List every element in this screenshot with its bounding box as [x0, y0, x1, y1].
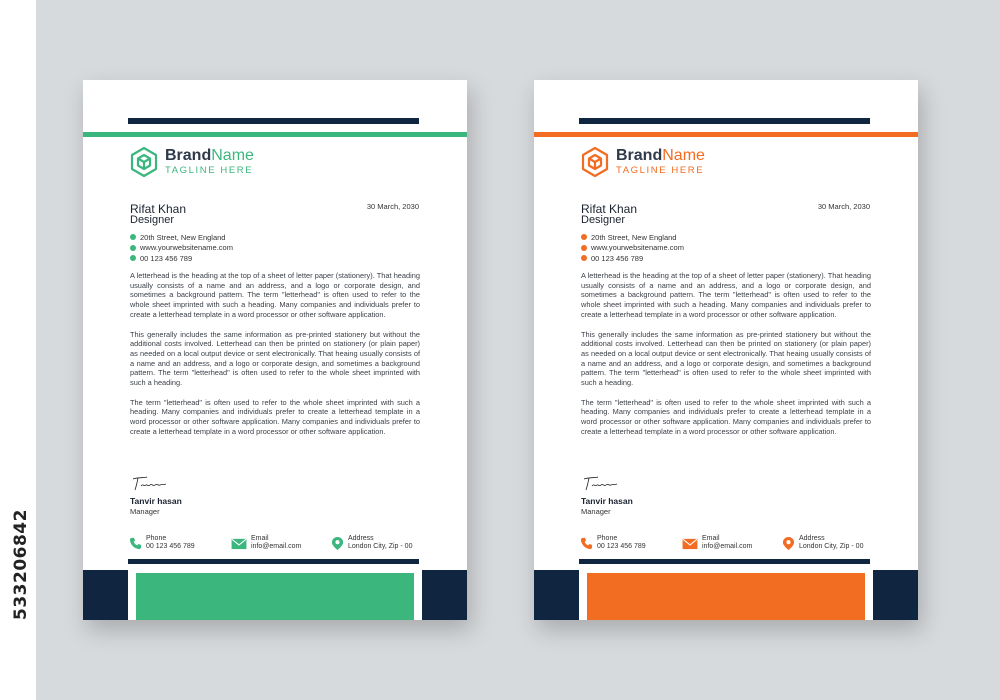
contact-address: 20th Street, New England	[581, 232, 684, 242]
body-paragraph: This generally includes the same information as pre-printed stationery but without the additional costs involved. Letterhead can then be printed on stationery (or plain paper) as needed on a local output device or sent electronically. That heaing usually consists of a name and an address, and a logo or corporate design, and sometimes a background pattern. The term "letterhead" is often used to refer to the whole sheet imprinted with such a heading.	[581, 329, 871, 388]
location-pin-icon	[581, 234, 587, 240]
letterhead-green	[83, 80, 467, 620]
phone-icon	[580, 537, 593, 550]
brand-block	[129, 146, 254, 178]
hexagon-cube-icon	[129, 146, 159, 178]
footer-accent-block	[136, 573, 414, 620]
footer-accent-block	[587, 573, 865, 620]
envelope-icon	[231, 537, 247, 550]
accent-line	[534, 132, 918, 137]
location-pin-icon	[331, 537, 344, 550]
brand-name: BrandName	[616, 147, 705, 165]
phone-icon	[129, 537, 142, 550]
accent-line	[83, 132, 467, 137]
body-paragraph: A letterhead is the heading at the top of a sheet of letter paper (stationery). That heading usually consists of a name and an address, and a logo or corporate design, and sometimes a background pattern. The term "letterhead" is often used to refer to the whole sheet imprinted with such a heading. Many companies and individuals prefer to create a letterhead template in a word processor or other software application.	[581, 271, 871, 319]
body-paragraph: A letterhead is the heading at the top of a sheet of letter paper (stationery). That heading usually consists of a name and an address, and a logo or corporate design, and sometimes a background pattern. The term "letterhead" is often used to refer to the whole sheet imprinted with such a heading. Many companies and individuals prefer to create a letterhead template in a word processor or other software application.	[130, 271, 420, 319]
location-pin-icon	[782, 537, 795, 550]
footer-phone: Phone 00 123 456 789	[129, 535, 231, 551]
contact-phone: 00 123 456 789	[581, 253, 684, 263]
location-pin-icon	[130, 234, 136, 240]
top-navy-bar	[128, 118, 419, 124]
contact-address: 20th Street, New England	[130, 232, 233, 242]
footer-phone: Phone 00 123 456 789	[580, 535, 682, 551]
body-paragraph: The term "letterhead" is often used to refer to the whole sheet imprinted with such a heading. Many companies and individuals prefer to create a letterhead template in a word processor or other software application. Many companies and individuals prefer to create a letterhead template in a word processor or other software application.	[581, 397, 871, 436]
sender-contacts	[581, 232, 684, 264]
sender-title: Designer	[130, 214, 175, 226]
sender-contacts	[130, 232, 233, 264]
footer-contacts	[580, 535, 880, 551]
brand-tagline: TAGLINE HERE	[616, 165, 705, 177]
body-paragraph: The term "letterhead" is often used to refer to the whole sheet imprinted with such a heading. Many companies and individuals prefer to create a letterhead template in a word processor or other software application. Many companies and individuals prefer to create a letterhead template in a word processor or other software application.	[130, 397, 420, 436]
footer-contacts	[129, 535, 429, 551]
stock-id-strip	[0, 0, 36, 700]
letterhead-orange	[534, 80, 918, 620]
handwritten-signature	[582, 475, 622, 491]
letter-body	[581, 271, 871, 447]
stock-id: 533206842	[11, 509, 31, 620]
signer-role: Manager	[130, 507, 160, 516]
hexagon-cube-icon	[580, 146, 610, 178]
signer-name: Tanvir hasan	[581, 496, 633, 506]
footer-email: Email info@email.com	[231, 535, 331, 551]
globe-icon	[130, 245, 136, 251]
footer-navy-line	[128, 559, 419, 564]
letter-date: 30 March, 2030	[366, 202, 419, 211]
body-paragraph: This generally includes the same information as pre-printed stationery but without the additional costs involved. Letterhead can then be printed on stationery (or plain paper) as needed on a local output device or sent electronically. That heaing usually consists of a name and an address, and a logo or corporate design, and sometimes a background pattern. The term "letterhead" is often used to refer to the whole sheet imprinted with such a heading.	[130, 329, 420, 388]
contact-website: www.yourwebsitename.com	[581, 243, 684, 253]
footer-address: Address London City, Zip - 00	[782, 535, 880, 551]
footer-navy-line	[579, 559, 870, 564]
footer-email: Email info@email.com	[682, 535, 782, 551]
contact-website: www.yourwebsitename.com	[130, 243, 233, 253]
brand-name: BrandName	[165, 147, 254, 165]
handwritten-signature	[131, 475, 171, 491]
sender-name: Rifat Khan	[581, 202, 638, 216]
sender-title: Designer	[581, 214, 626, 226]
sender-name: Rifat Khan	[130, 202, 187, 216]
signer-name: Tanvir hasan	[130, 496, 182, 506]
brand-tagline: TAGLINE HERE	[165, 165, 254, 177]
footer-address: Address London City, Zip - 00	[331, 535, 429, 551]
phone-icon	[581, 255, 587, 261]
letter-date: 30 March, 2030	[817, 202, 870, 211]
brand-block	[580, 146, 705, 178]
envelope-icon	[682, 537, 698, 550]
top-navy-bar	[579, 118, 870, 124]
globe-icon	[581, 245, 587, 251]
phone-icon	[130, 255, 136, 261]
signer-role: Manager	[581, 507, 611, 516]
contact-phone: 00 123 456 789	[130, 253, 233, 263]
letter-body	[130, 271, 420, 447]
